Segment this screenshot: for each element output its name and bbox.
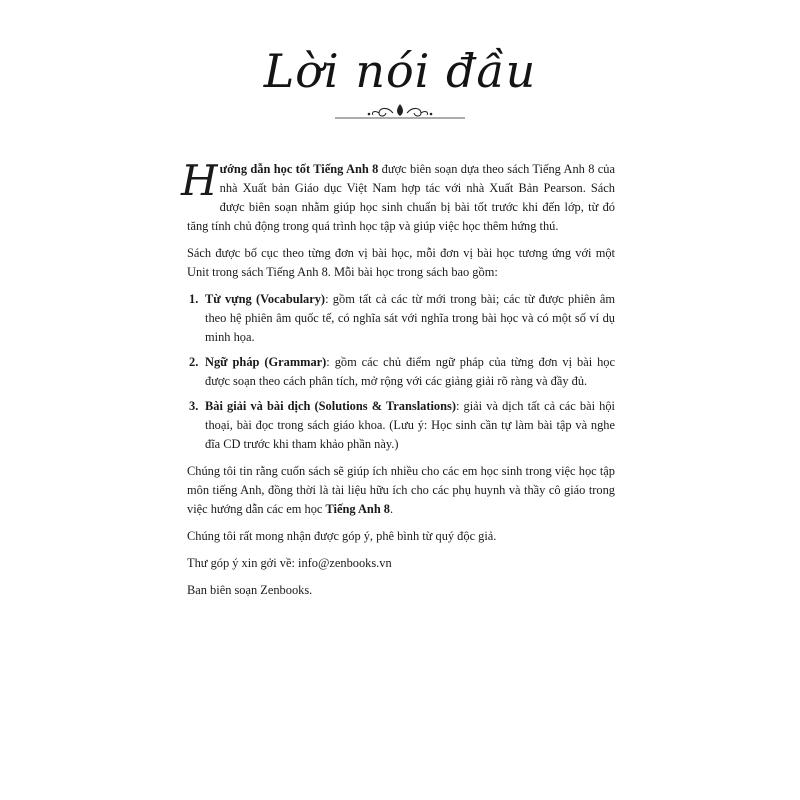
list-item	[187, 290, 615, 347]
list-item-text: : gồm các chủ điểm ngữ pháp của từng đơn vị bài học được soạn theo cách phân tích, mở rộng với các giảng giải rõ ràng và đầy đủ.	[205, 355, 615, 388]
list-item-text: : giải và dịch tất cả các bài hội thoại, bài đọc trong sách giáo khoa. (Lưu ý: Học sinh cần tự làm bài tập và nghe đĩa CD trước khi tham khảo phần này.)	[205, 399, 616, 451]
page-title: Lời nói đầu	[263, 44, 537, 98]
structure-paragraph: Sách được bố cục theo từng đơn vị bài học, mỗi đơn vị bài học tương ứng với một Unit trong sách Tiếng Anh 8. Mỗi bài học trong sách bao gồm:	[187, 246, 615, 279]
signature: Ban biên soạn Zenbooks.	[187, 583, 313, 597]
preface-body	[181, 156, 616, 608]
intro-text: được biên soạn dựa theo sách Tiếng Anh 8 của nhà Xuất bản Giáo dục Việt Nam hợp tác với nhà Xuất Bản Pearson. Sách được biên soạn nhằm giúp học sinh chuẩn bị bài tốt trước khi đến lớp, từ đó tăng tính chủ động trong quá trình học tập và giúp việc học thêm hứng thú.	[187, 162, 615, 233]
belief-bold: Tiếng Anh 8	[325, 502, 391, 516]
belief-paragraph	[187, 462, 615, 519]
drop-cap: H	[181, 156, 218, 205]
list-item-text: : gồm tất cả các từ mới trong bài; các từ được phiên âm theo hệ phiên âm quốc tế, có nghĩa sát với nghĩa trong bài học và có một số ví dụ minh họa.	[205, 292, 616, 344]
list-item	[187, 353, 615, 391]
ornament-divider-icon	[335, 100, 465, 126]
contact-paragraph: Thư góp ý xin gởi về: info@zenbooks.vn	[187, 556, 392, 570]
list-number: 2.	[189, 355, 199, 369]
contents-list	[187, 290, 615, 454]
list-item	[187, 397, 615, 454]
list-item-heading: Ngữ pháp (Grammar)	[205, 355, 327, 369]
intro-paragraph	[181, 156, 615, 236]
list-item-heading: Bài giải và bài dịch (Solutions & Translations)	[205, 399, 456, 413]
feedback-paragraph: Chúng tôi rất mong nhận được góp ý, phê bình từ quý độc giả.	[187, 529, 497, 543]
list-number: 3.	[189, 399, 199, 413]
belief-text: Chúng tôi tin rằng cuốn sách sẽ giúp ích nhiều cho các em học sinh trong việc học tập môn tiếng Anh, đồng thời là tài liệu hữu ích cho các phụ huynh và thầy cô giáo trong việc hướng dẫn các em học	[187, 464, 615, 516]
belief-end: .	[390, 502, 394, 516]
list-item-heading: Từ vựng (Vocabulary)	[205, 292, 326, 306]
book-title-bold: ướng dẫn học tốt Tiếng Anh 8	[219, 162, 379, 176]
list-number: 1.	[189, 292, 199, 306]
